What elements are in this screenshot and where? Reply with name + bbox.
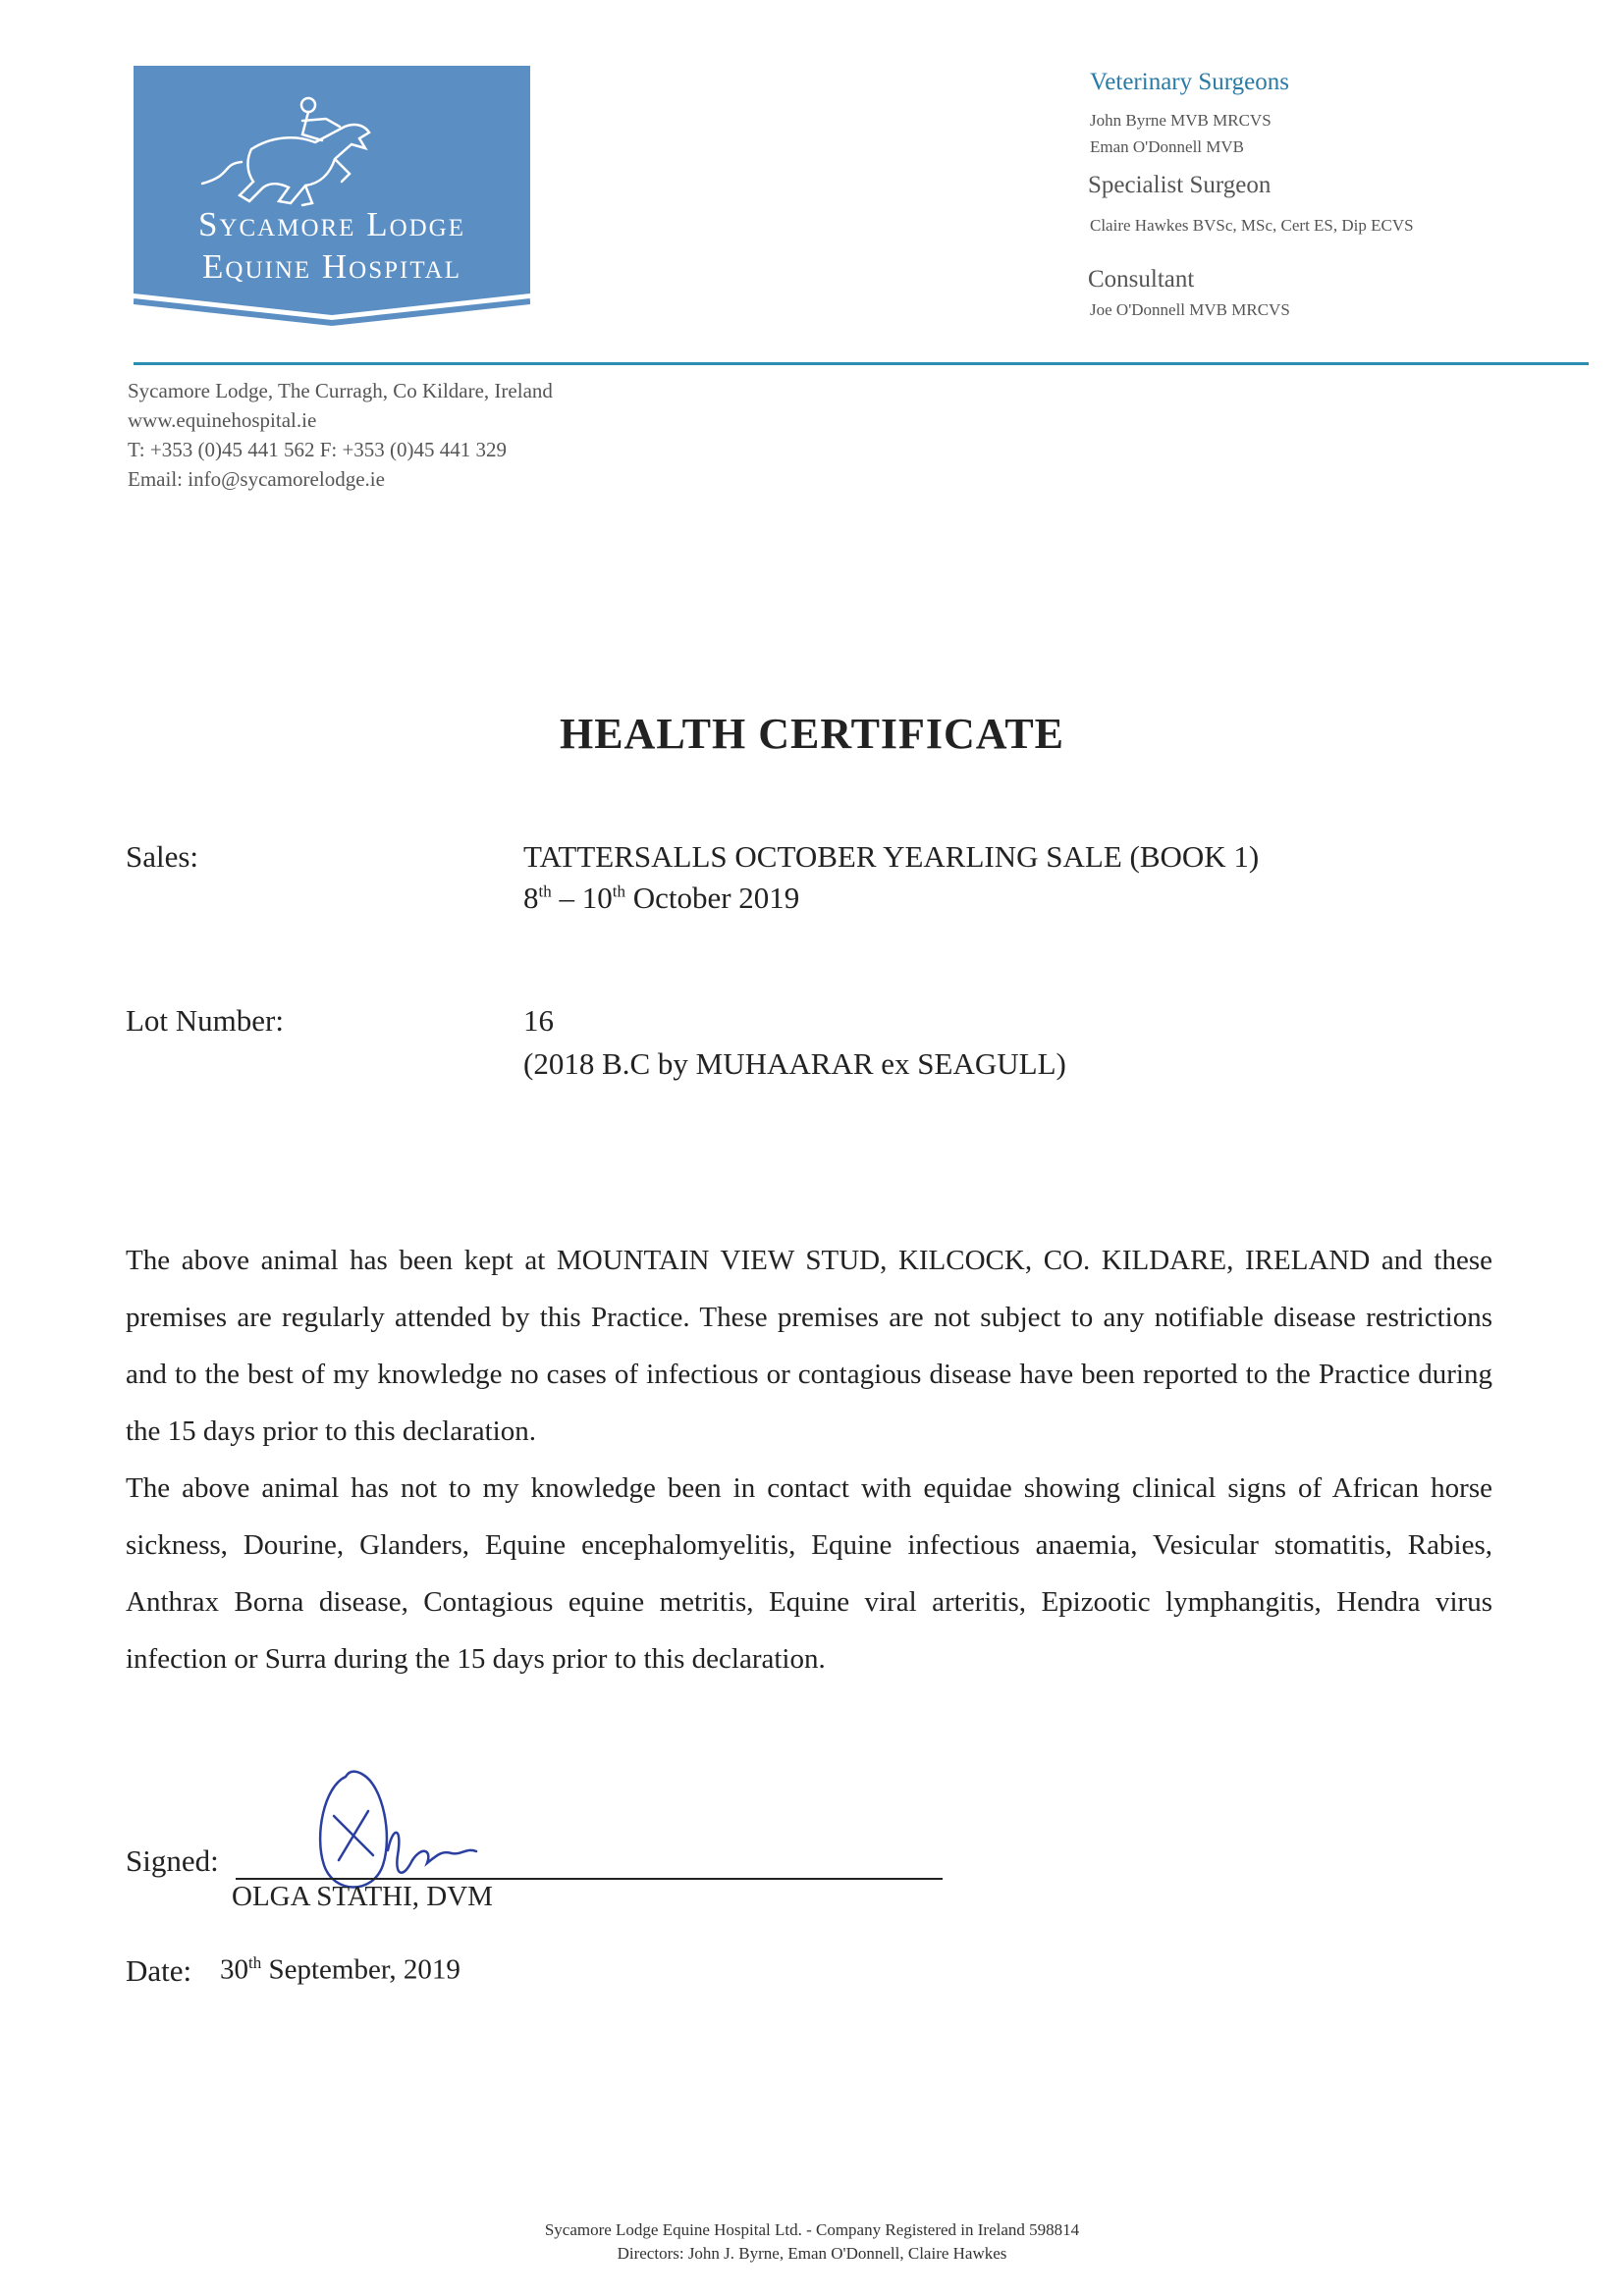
vet-surgeon-2: Eman O'Donnell MVB	[1090, 137, 1244, 156]
hospital-logo	[134, 66, 530, 329]
phone-fax: T: +353 (0)45 441 562 F: +353 (0)45 441 329	[128, 438, 508, 461]
footer-directors: Directors: John J. Byrne, Eman O'Donnell, Claire Hawkes	[617, 2244, 1007, 2263]
vet-surgeon-1: John Byrne MVB MRCVS	[1090, 111, 1272, 130]
lot-value: 16	[523, 1003, 554, 1038]
email: Email: info@sycamorelodge.ie	[128, 467, 385, 491]
logo-line-2: Equine Hospital	[202, 247, 461, 286]
specialist-heading: Specialist Surgeon	[1088, 172, 1272, 198]
declaration-paragraph-2: The above animal has not to my knowledge been in contact with equidae showing clinical signs of African horse sickness, Dourine, Glanders, Equine encephalomyelitis, Equine infectious anaemia, Vesicular stomatitis, Rabies, Anthrax Borna disease, Contagious equine metritis, Equine viral arteritis, Epizootic lymphangitis, Hendra virus infection or Surra during the 15 days prior to this declaration.	[126, 1472, 1492, 1675]
sales-label: Sales:	[126, 839, 199, 874]
signatory-name: OLGA STATHI, DVM	[232, 1881, 493, 1912]
sales-dates: 8th – 10th October 2019	[523, 881, 800, 915]
signature-line	[236, 1878, 943, 1880]
logo-badge-icon	[134, 66, 530, 329]
lot-label: Lot Number:	[126, 1003, 284, 1038]
logo-line-1: Sycamore Lodge	[197, 205, 466, 243]
address: Sycamore Lodge, The Curragh, Co Kildare, Ireland	[128, 379, 553, 402]
consultant-heading: Consultant	[1088, 266, 1195, 293]
vet-surgeons-heading: Veterinary Surgeons	[1090, 69, 1289, 95]
signed-label: Signed:	[126, 1843, 219, 1878]
date-label: Date:	[126, 1953, 192, 1988]
declaration-paragraph-1: The above animal has been kept at MOUNTAIN VIEW STUD, KILCOCK, CO. KILDARE, IRELAND and these premises are regularly attended by this Practice. These premises are not subject to any notifiable disease restrictions and to the best of my knowledge no cases of infectious or contagious disease have been reported to the Practice during the 15 days prior to this declaration.	[126, 1245, 1492, 1447]
date-value: 30th September, 2019	[220, 1953, 460, 1986]
certificate-title: HEALTH CERTIFICATE	[559, 710, 1065, 758]
website: www.equinehospital.ie	[128, 408, 317, 432]
footer-registration: Sycamore Lodge Equine Hospital Ltd. - Company Registered in Ireland 598814	[544, 2220, 1080, 2239]
consultant-1: Joe O'Donnell MVB MRCVS	[1090, 300, 1290, 319]
header-divider	[134, 362, 1589, 365]
sales-value: TATTERSALLS OCTOBER YEARLING SALE (BOOK 1)	[523, 839, 1260, 874]
lot-detail: (2018 B.C by MUHAARAR ex SEAGULL)	[523, 1046, 1066, 1081]
specialist-1: Claire Hawkes BVSc, MSc, Cert ES, Dip ECVS	[1090, 216, 1414, 235]
